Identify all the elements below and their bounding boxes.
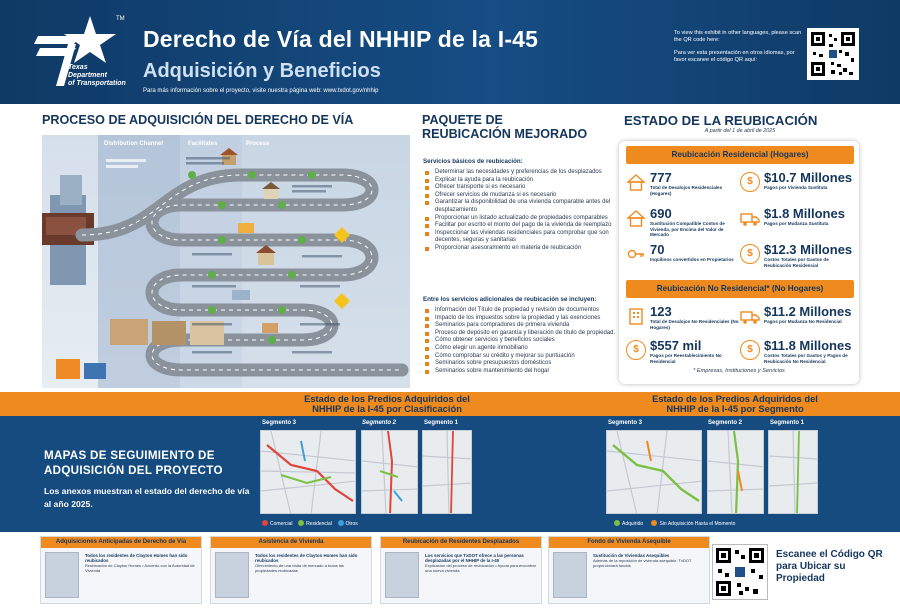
map-segment-label: Segmento 2: [708, 420, 743, 426]
house-icon: [626, 172, 646, 192]
paquete-heading: PAQUETE DE REUBICACIÓN MEJORADO: [422, 113, 588, 141]
estado-footnote: * Empresas, Instituciones y Servicios: [693, 368, 785, 374]
page-subtitle: Adquisición y Beneficios: [143, 60, 381, 82]
stat-value: 70: [650, 242, 665, 257]
service-item: Proceso de depósito en garantía y liberación de título de propiedad.: [423, 330, 619, 338]
column-header: Process: [246, 141, 270, 147]
stat-label: Inquilinos convertidos en Propietarios: [650, 257, 734, 262]
agency-name: Texas Department of Transportation: [68, 64, 126, 87]
service-item: Garantizar la disponibilidad de una vivienda comparable antes del desplazamiento: [423, 199, 619, 214]
key-icon: [626, 244, 646, 264]
truck-icon: [740, 306, 760, 326]
stat-value: $10.7 Millones: [764, 170, 853, 185]
qr-code-icon: [713, 545, 767, 599]
map-segment-label: Segmento 1: [770, 420, 805, 426]
service-item: Explicar la ayuda para la reubicación: [423, 177, 619, 185]
stat-label: Sustitución Compatible Costos de Vivienda, por Encima del Valor de Mercado: [650, 221, 725, 238]
map-class-segment-2[interactable]: [361, 430, 418, 514]
nonresidential-title: Reubicación No Residencial* (No Hogares): [626, 280, 854, 298]
qr-code-language[interactable]: [807, 28, 859, 80]
service-item: Seminarios para compradores de primera vivienda: [423, 322, 619, 330]
basic-services-list: [423, 169, 619, 253]
service-item: Información del Título de propiedad y revisión de documentos: [423, 307, 619, 315]
map-segment-label: Segmento 1: [424, 420, 459, 426]
map-seg-segment-3[interactable]: [606, 430, 702, 514]
card-image: [385, 552, 419, 598]
map-seg-segment-1[interactable]: [768, 430, 818, 514]
card-title: Asistencia de Vivienda: [211, 537, 371, 548]
dollar-icon: $: [740, 172, 760, 192]
residential-title: Reubicación Residencial (Hogares): [626, 146, 854, 164]
footer-card: [210, 536, 372, 604]
card-title: Adquisiciones Anticipadas de Derecho de Vía: [41, 537, 201, 548]
service-item: Cómo elegir un agente inmobiliario: [423, 345, 619, 353]
map-class-segment-1[interactable]: [422, 430, 472, 514]
house-icon: [626, 208, 646, 228]
estado-heading: ESTADO DE LA REUBICACIÓN: [624, 113, 818, 128]
service-item: Seminarios sobre presupuestos domésticos: [423, 360, 619, 368]
stat-label: Costos Totales por Gastos y Pagos de Reubicación No Residencial: [764, 353, 848, 364]
service-item: Facilitar por escrito el monto del pago de la vivienda de reemplazo: [423, 222, 619, 230]
estado-date: A partir del 1 de abril de 2025: [704, 128, 776, 134]
map-class-segment-3[interactable]: [260, 430, 356, 514]
header-banner: [0, 0, 900, 104]
service-item: Ofrecer servicios de mudanza si es necesario: [423, 192, 619, 200]
service-item: Inspeccionar las viviendas residenciales para comprobar que son decentes, seguras y sanitarias: [423, 230, 619, 245]
map-seg-legend: [614, 520, 735, 527]
map-title-classification: Estado de los Predios Adquiridos del NHHIP de la I-45 por Clasificación: [304, 393, 470, 414]
building-icon: [626, 306, 646, 326]
stat-label: Pagos por Vivienda Sustituta: [764, 185, 828, 190]
card-title: Reubicación de Residentes Desplazados: [381, 537, 541, 548]
qr-code-property[interactable]: [712, 544, 768, 600]
page-title: Derecho de Vía del NHHIP de la I-45: [143, 26, 539, 52]
service-item: Determinar las necesidades y preferencias de los desplazados: [423, 169, 619, 177]
footer-card: [380, 536, 542, 604]
dollar-icon: $: [626, 340, 646, 360]
card-title: Fondo de Vivienda Asequible: [549, 537, 709, 548]
stat-label: Pagos por Mudanza No Residencial: [764, 319, 842, 324]
tracking-maps-heading: MAPAS DE SEGUIMIENTO DE ADQUISICIÓN DEL PROYECTO: [44, 449, 223, 477]
info-text: Para más información sobre el proyecto, visite nuestra página web: www.txdot.gov/nhhip: [143, 88, 379, 94]
card-text: Sustitución de Viviendas Asequibles Además de la reposición de vivienda asequible, TxDOT proporcionará fondos: [593, 553, 692, 568]
column-header: Facilitates: [188, 141, 218, 147]
service-item: Cómo comprobar su crédito y mejorar su puntuación: [423, 353, 619, 361]
footer-card: [40, 536, 202, 604]
dollar-icon: $: [740, 340, 760, 360]
stat-value: $11.8 Millones: [764, 338, 852, 353]
legend-item: Residencial: [298, 521, 332, 527]
acquisition-process-diagram: [42, 135, 410, 388]
map-segment-label: Segmento 3: [608, 420, 643, 426]
service-item: Proporcionar un listado actualizado de propiedades comparables: [423, 215, 619, 223]
legend-item: Comercial: [262, 521, 293, 527]
stat-label: Costos Totales por Gastos de Reubicación Residencial: [764, 257, 829, 268]
process-road: [42, 135, 410, 388]
legend-item: Otros: [338, 521, 358, 527]
stat-value: 777: [650, 170, 672, 185]
service-item: Impacto de los impuestos sobre la propiedad y las exenciones: [423, 315, 619, 323]
service-item: Proporcionar asesoramiento en materia de reubicación: [423, 245, 619, 253]
stat-value: $11.2 Millones: [764, 304, 852, 319]
card-text: Los servicios que TxDOT ofrece a las personas desplazadas por el NHHIP de la I-45 Explicación del proceso de reubicación • Ayuda para encontrar una nueva vivienda: [425, 553, 536, 573]
stat-value: $12.3 Millones: [764, 242, 853, 257]
stat-value: 123: [650, 304, 672, 319]
service-item: Cómo obtener servicios y beneficios sociales: [423, 337, 619, 345]
map-segment-label: Segmento 2: [362, 420, 397, 426]
stat-label: Pagos por Reestablecimiento No Residencial: [650, 353, 722, 364]
service-item: Seminarios sobre mantenimiento del hogar: [423, 368, 619, 376]
footer-card: [548, 536, 710, 604]
stat-value: $557 mil: [650, 338, 702, 353]
txdot-logo: [30, 14, 130, 96]
column-header: Distribution Channel: [104, 141, 163, 147]
trademark: TM: [116, 16, 125, 22]
card-text: Todos los residentes de Clayton Homes han sido reubicados Reubicación de Clayton Homes • Acuerdo con la Autoridad de Vivienda: [85, 553, 195, 573]
stat-value: 690: [650, 206, 672, 221]
tracking-maps-text: Los anexos muestran el estado del derecho de vía al año 2025.: [44, 486, 250, 509]
map-class-legend: [262, 520, 358, 527]
legend-item: Sin Adquisición Hasta el Momento: [651, 521, 735, 527]
card-image: [215, 552, 249, 598]
service-item: Ofrecer transporte si es necesario: [423, 184, 619, 192]
card-image: [553, 552, 587, 598]
language-note: To view this exhibit in other languages, please scan the QR code here: Para ver esta presentación en otros idiomas, por favor escanee el código QR aquí:: [674, 30, 802, 63]
stat-value: $1.8 Millones: [764, 206, 845, 221]
dollar-icon: $: [740, 244, 760, 264]
stat-label: Pagos por Mudanza Sustituta: [764, 221, 829, 226]
stat-label: Total de Desalojos No Residenciales (No Hogares): [650, 319, 739, 330]
truck-icon: [740, 208, 760, 228]
card-text: Todos los residentes de Clayton Homes han sido reubicados Ofrecimiento de una visita de mercado a todas las propiedades reubicadas: [255, 553, 358, 573]
legend-item: Adquirido: [614, 521, 643, 527]
additional-services-title: Entre los servicios adicionales de reubicación se incluyen:: [423, 296, 597, 303]
map-segment-label: Segmento 3: [262, 420, 297, 426]
stat-label: Total de Desalojos Residenciales (Hogares): [650, 185, 723, 196]
map-seg-segment-2[interactable]: [707, 430, 764, 514]
additional-services-list: [423, 307, 619, 375]
qr-code-icon: [809, 30, 857, 78]
card-image: [45, 552, 79, 598]
basic-services-title: Servicios básicos de reubicación:: [423, 158, 523, 165]
map-title-segment: Estado de los Predios Adquiridos del NHHIP de la I-45 por Segmento: [652, 393, 818, 414]
qr-instruction: Escanee el Código QR para Ubicar su Propiedad: [776, 549, 883, 584]
process-heading: PROCESO DE ADQUISICIÓN DEL DERECHO DE VÍA: [42, 113, 354, 127]
